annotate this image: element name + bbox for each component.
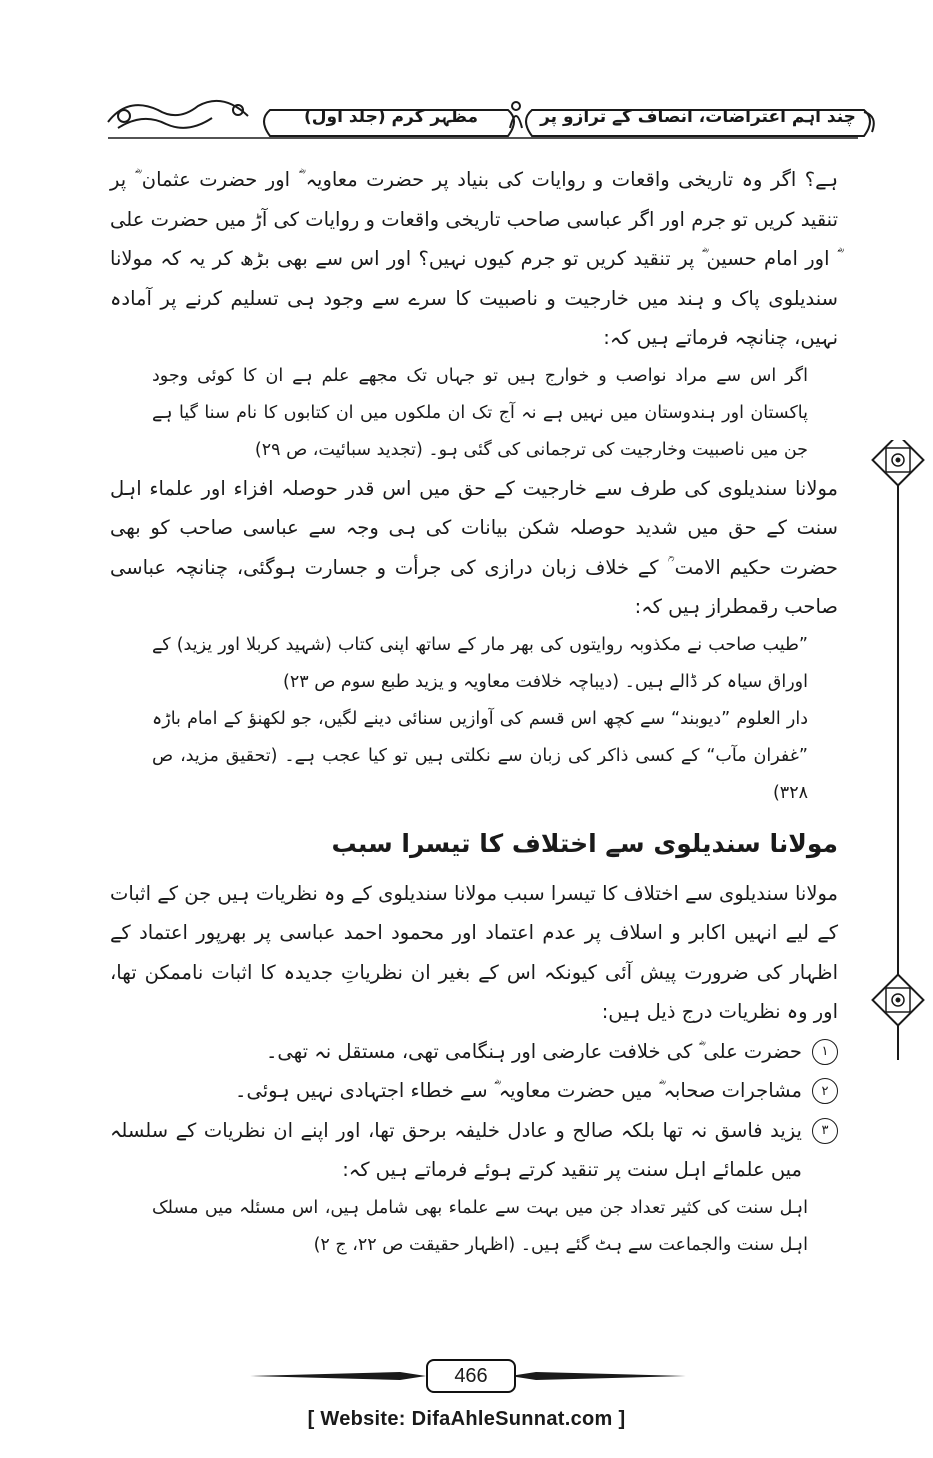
list-item-text: یزید فاسق نہ تھا بلکہ صالح و عادل خلیفہ برحق تھا، اور اپنے ان نظریات کے سلسلہ میں علمائے اہل سنت پر تنقید کرتے ہوئے فرماتے ہیں کہ: xyxy=(110,1118,802,1181)
section-heading: مولانا سندیلوی سے اختلاف کا تیسرا سبب xyxy=(331,828,838,858)
list-item-text: حضرت علی ؓ کی خلافت عارضی اور ہنگامی تھی، مستقل نہ تھی۔ xyxy=(265,1039,802,1063)
list-item xyxy=(110,1071,838,1111)
list-number: ۲ xyxy=(812,1078,838,1104)
list-item xyxy=(110,1032,838,1072)
quote-4: اہل سنت کی کثیر تعداد جن میں بہت سے علماء بھی شامل ہیں، اس مسئلہ میں مسلک اہل سنت والجماعت سے ہٹ گئے ہیں۔ (اظہار حقیقت ص ۲۲، ج ۲) xyxy=(152,1197,808,1255)
paragraph-1: ہے؟ اگر وہ تاریخی واقعات و روایات کی بنیاد پر حضرت معاویہ ؓ اور حضرت عثمان ؓ پر تنقید کریں تو جرم اور اگر عباسی صاحب تاریخی واقعات و روایات کی آڑ میں حضرت علی ؓ اور امام حسین ؓ پر تنقید کریں تو جرم کیوں نہیں؟ اور اس سے بھی بڑھ کر یہ کہ مولانا سندیلوی پاک و ہند میں خارجیت و ناصبیت کا سرے سے وجود ہی تسلیم کرنے پر آمادہ نہیں، چنانچہ فرماتے ہیں کہ: xyxy=(110,168,838,349)
side-ornament xyxy=(868,440,928,1060)
quote-1: اگر اس سے مراد نواصب و خوارج ہیں تو جہاں تک مجھے علم ہے ان کا کوئی وجود پاکستان اور ہندوستان میں نہیں ہے نہ آج تک ان ملکوں میں ان کتابوں کا نام سنا گیا ہے جن میں ناصبیت وخارجیت کی ترجمانی کی گئی ہو۔ (تجدید سبائیت، ص ۲۹) xyxy=(152,365,808,460)
paragraph-3: مولانا سندیلوی سے اختلاف کا تیسرا سبب مولانا سندیلوی کے وہ نظریات ہیں جن کے اثبات کے لیے انہیں اکابر و اسلاف پر عدم اعتماد اور محمود احمد عباسی پر بھرپور اعتماد کے اظہار کی ضرورت پیش آئی کیونکہ اس کے بغیر ان نظریاتِ جدیدہ کا اثبات ناممکن تھا، اور وہ نظریات درج ذیل ہیں: xyxy=(110,881,838,1023)
page-body xyxy=(110,160,838,1264)
quote-3: دار العلوم ”دیوبند“ سے کچھ اس قسم کی آوازیں سنائی دینے لگیں، جو لکھنؤ کے امام باڑہ ”غفران مآب“ کے کسی ذاکر کی زبان سے نکلتی ہیں تو کیا عجب ہے۔ (تحقیق مزید، ص ۳۲۸) xyxy=(152,708,808,803)
page-number: 466 xyxy=(426,1359,516,1393)
list-item-text: مشاجرات صحابہ ؓ میں حضرت معاویہ ؓ سے خطاء اجتہادی نہیں ہوئی۔ xyxy=(235,1079,802,1102)
website-footer: [ Website: DifaAhleSunnat.com ] xyxy=(307,1408,626,1430)
header-chapter-title: چند اہم اعتراضات، انصاف کے ترازو پر xyxy=(540,107,856,127)
list-item xyxy=(110,1111,838,1190)
quote-2: ”طیب صاحب نے مکذوبہ روایتوں کی بھر مار کے ساتھ اپنی کتاب (شہید کربلا اور یزید) کے اوراق سیاہ کر ڈالے ہیں۔ (دیباچہ خلافت معاویہ و یزید طبع سوم ص ۲۳) xyxy=(152,634,808,692)
page-header xyxy=(88,88,878,152)
list-number: ۳ xyxy=(812,1118,838,1144)
list-number: ۱ xyxy=(812,1039,838,1065)
paragraph-2: مولانا سندیلوی کی طرف سے خارجیت کے حق میں اس قدر حوصلہ افزاء اور علماء اہل سنت کے حق میں شدید حوصلہ شکن بیانات کی ہی وجہ سے عباسی صاحب کو بھی حضرت حکیم الامت ؒ کے خلاف زبان درازی کی جرأت و جسارت ہوگئی، چنانچہ عباسی صاحب رقمطراز ہیں کہ: xyxy=(110,476,838,618)
header-book-title: مظہر کرم (جلد اول) xyxy=(304,107,478,127)
